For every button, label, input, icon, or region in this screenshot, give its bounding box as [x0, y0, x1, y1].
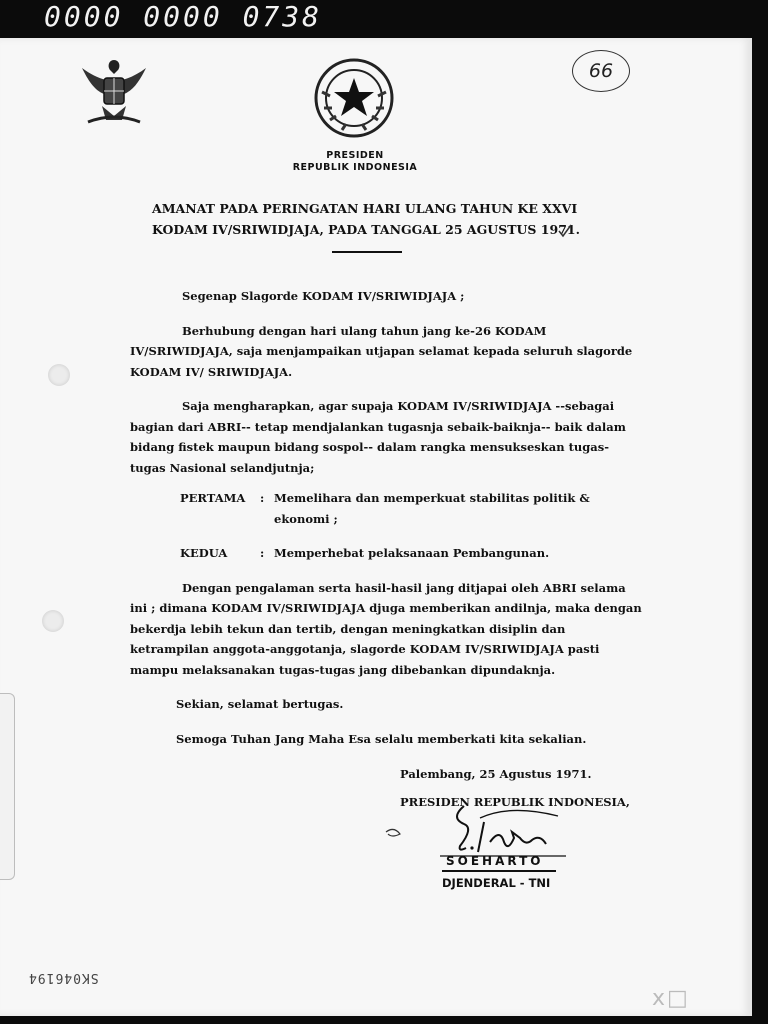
handwritten-page-number: 66: [572, 50, 630, 92]
letterhead-line1: PRESIDEN: [326, 150, 384, 161]
signatory-rank: DJENDERAL - TNI: [442, 876, 551, 890]
film-frame-code: 0000 0000 0738: [44, 0, 323, 33]
punch-hole: [42, 610, 64, 632]
signatory-name: SOEHARTO: [446, 854, 544, 868]
folder-tab-edge: [0, 693, 15, 880]
name-underline: [442, 870, 556, 872]
point-separator: :: [260, 546, 265, 560]
point-text: Memelihara dan memperkuat stabilitas politik & ekonomi ;: [274, 491, 590, 526]
handwritten-signature: [380, 798, 570, 858]
corner-mark: x□: [652, 986, 690, 1011]
title-line1: AMANAT PADA PERINGATAN HARI ULANG TAHUN KE XXVI: [152, 201, 578, 216]
title-line2: KODAM IV/SRIWIDJAJA, PADA TANGGAL 25 AGUSTUS 1971.: [152, 222, 580, 237]
letterhead-line2: REPUBLIK INDONESIA: [292, 162, 418, 173]
point-label: KEDUA: [180, 546, 228, 560]
paragraph-3: Dengan pengalaman serta hasil-hasil jang ditjapai oleh ABRI selama ini ; dimana KODAM IV/SRIWIDJAJA djuga memberikan andilnja, maka dengan bekerdja lebih tekun dan tertib, dengan meningkatkan disiplin dan ketrampilan anggota-anggotanja, slagorde KODAM IV/SRIWIDJAJA pasti mampu melaksanakan tugas-tugas jang dibebankan dipundaknja.: [130, 580, 642, 677]
archive-code: SK046194: [28, 970, 99, 985]
paragraph-2: Saja mengharapkan, agar supaja KODAM IV/SRIWIDJAJA --sebagai bagian dari ABRI-- tetap mendjalankan tugasnja sebaik-baiknja-- baik dalam bidang fistek maupun bidang sospol-- dalam rangka mensukseskan tugas-tugas Nasional selandjutnja;: [130, 399, 626, 475]
document-title: [152, 198, 592, 240]
punch-hole: [48, 364, 70, 386]
list-item: [180, 543, 642, 564]
closing-line-2: Semoga Tuhan Jang Maha Esa selalu memberkati kita sekalian.: [176, 731, 587, 746]
signatory-office: PRESIDEN REPUBLIK INDONESIA,: [400, 795, 630, 809]
film-border: [752, 38, 768, 1024]
point-label: PERTAMA: [180, 491, 246, 505]
points-list: [130, 488, 642, 564]
letter-body: [130, 286, 642, 749]
list-item: [180, 488, 642, 529]
place-date: Palembang, 25 Agustus 1971.: [400, 767, 592, 781]
document-page: [0, 38, 752, 1016]
closing-line-1: Sekian, selamat bertugas.: [176, 697, 344, 711]
check-mark-icon: [558, 224, 572, 238]
point-separator: :: [260, 491, 265, 505]
garuda-emblem-icon: [74, 50, 154, 130]
title-divider: [332, 251, 402, 253]
letterhead: [250, 150, 460, 174]
paragraph-1: Berhubung dengan hari ulang tahun jang ke-26 KODAM IV/SRIWIDJAJA, saja menjampaikan utjapan selamat kepada seluruh slagorde KODAM IV/ SRIWIDJAJA.: [130, 323, 633, 379]
point-text: Memperhebat pelaksanaan Pembangunan.: [274, 546, 550, 560]
salutation: Segenap Slagorde KODAM IV/SRIWIDJAJA ;: [182, 289, 465, 303]
presidential-seal-icon: [312, 56, 396, 140]
